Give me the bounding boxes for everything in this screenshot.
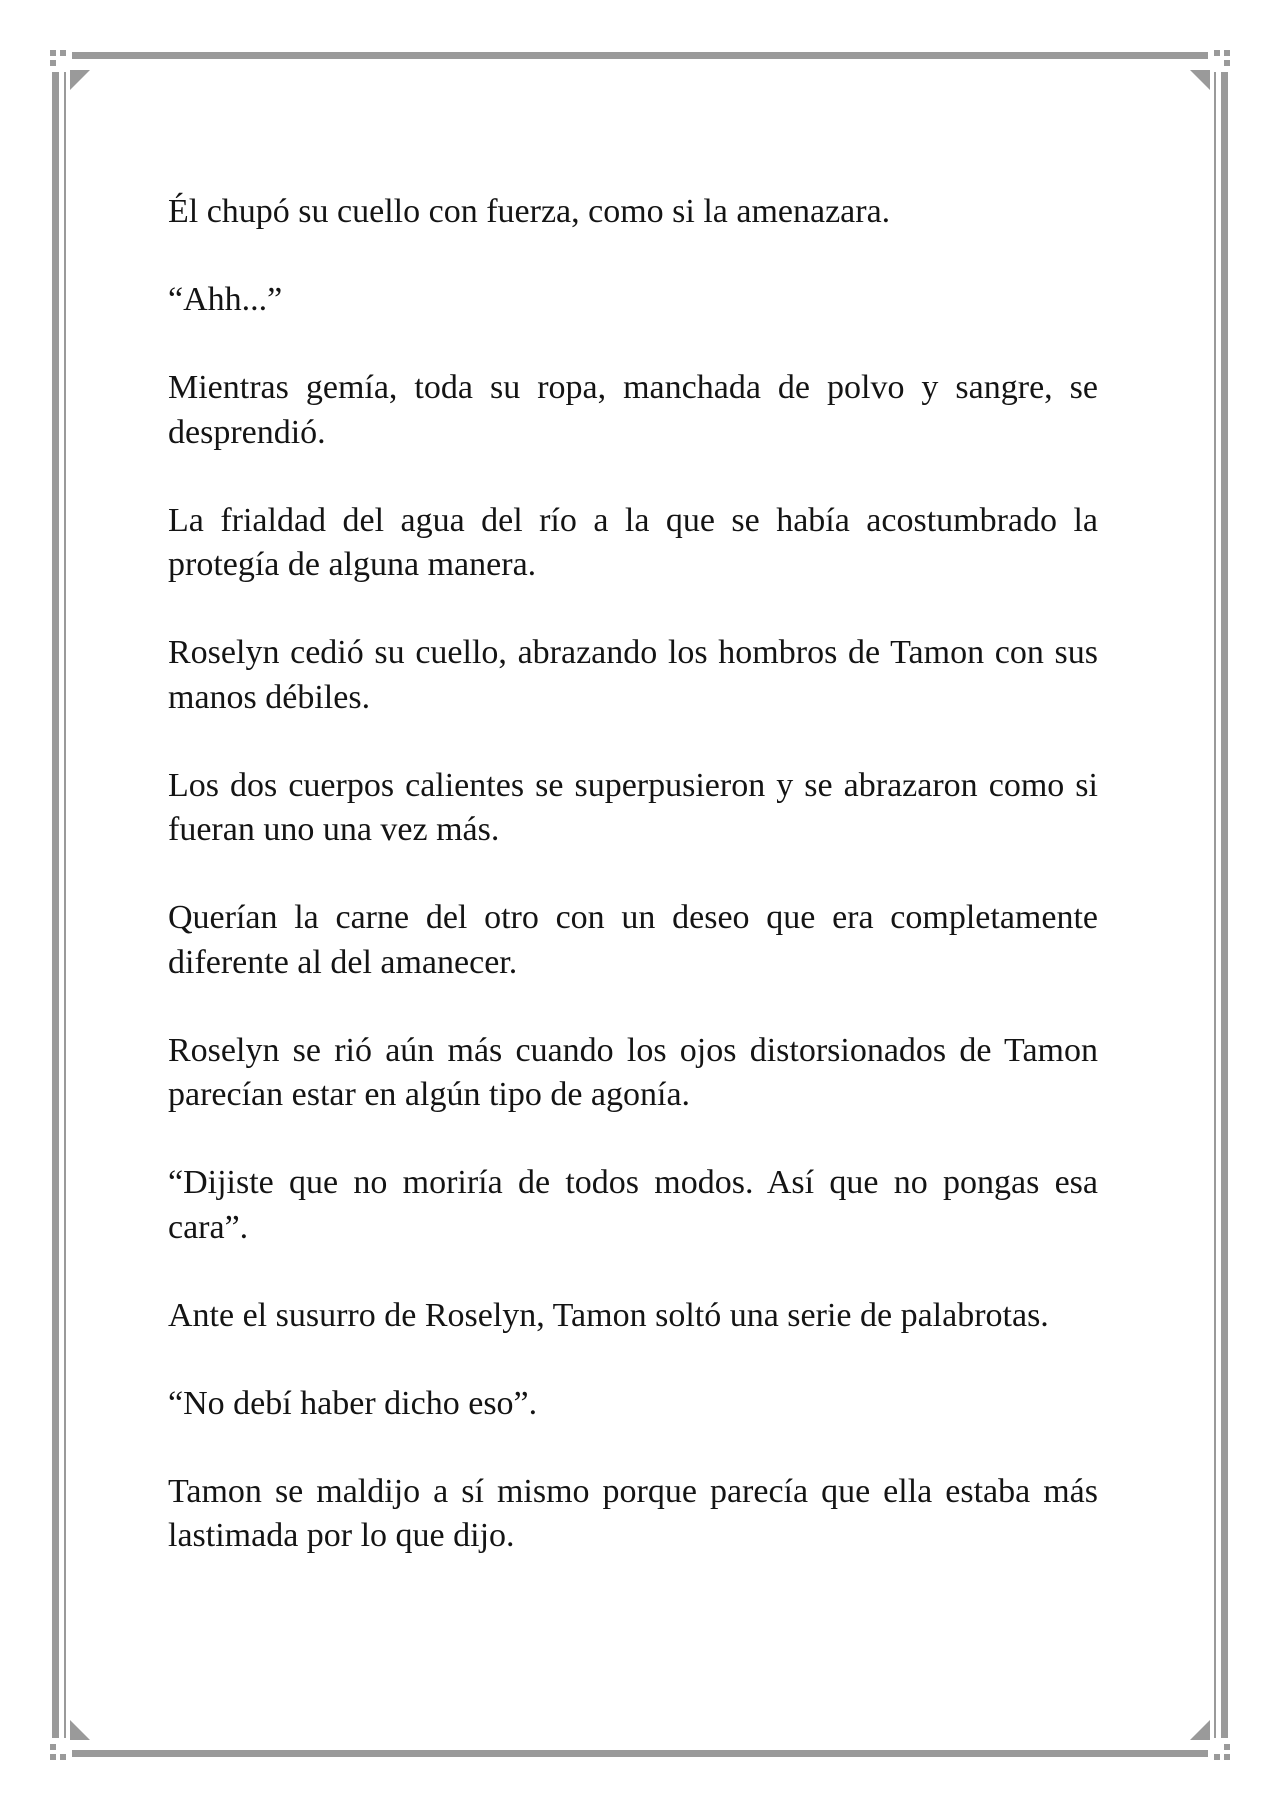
paragraph: Querían la carne del otro con un deseo que era completamente diferente al del amanecer. [168,899,1098,981]
story-text [168,190,1098,1602]
paragraph: Roselyn cedió su cuello, abrazando los hombros de Tamon con sus manos débiles. [168,634,1098,716]
paragraph: La frialdad del agua del río a la que se había acostumbrado la protegía de alguna manera. [168,501,1098,583]
paragraph: Los dos cuerpos calientes se superpusieron y se abrazaron como si fueran uno una vez más. [168,766,1098,848]
paragraph: Tamon se maldijo a sí mismo porque parecía que ella estaba más lastimada por lo que dijo. [168,1472,1098,1554]
paragraph: Ante el susurro de Roselyn, Tamon soltó una serie de palabrotas. [168,1296,1049,1334]
paragraph: Mientras gemía, toda su ropa, manchada de polvo y sangre, se desprendió. [168,369,1098,451]
paragraph: “No debí haber dicho eso”. [168,1384,538,1422]
paragraph: “Ahh...” [168,281,283,318]
paragraph: Roselyn se rió aún más cuando los ojos distorsionados de Tamon parecían estar en algún tipo de agonía. [168,1031,1098,1113]
paragraph: “Dijiste que no moriría de todos modos. Así que no pongas esa cara”. [168,1164,1098,1246]
paragraph: Él chupó su cuello con fuerza, como si la amenazara. [168,193,891,230]
